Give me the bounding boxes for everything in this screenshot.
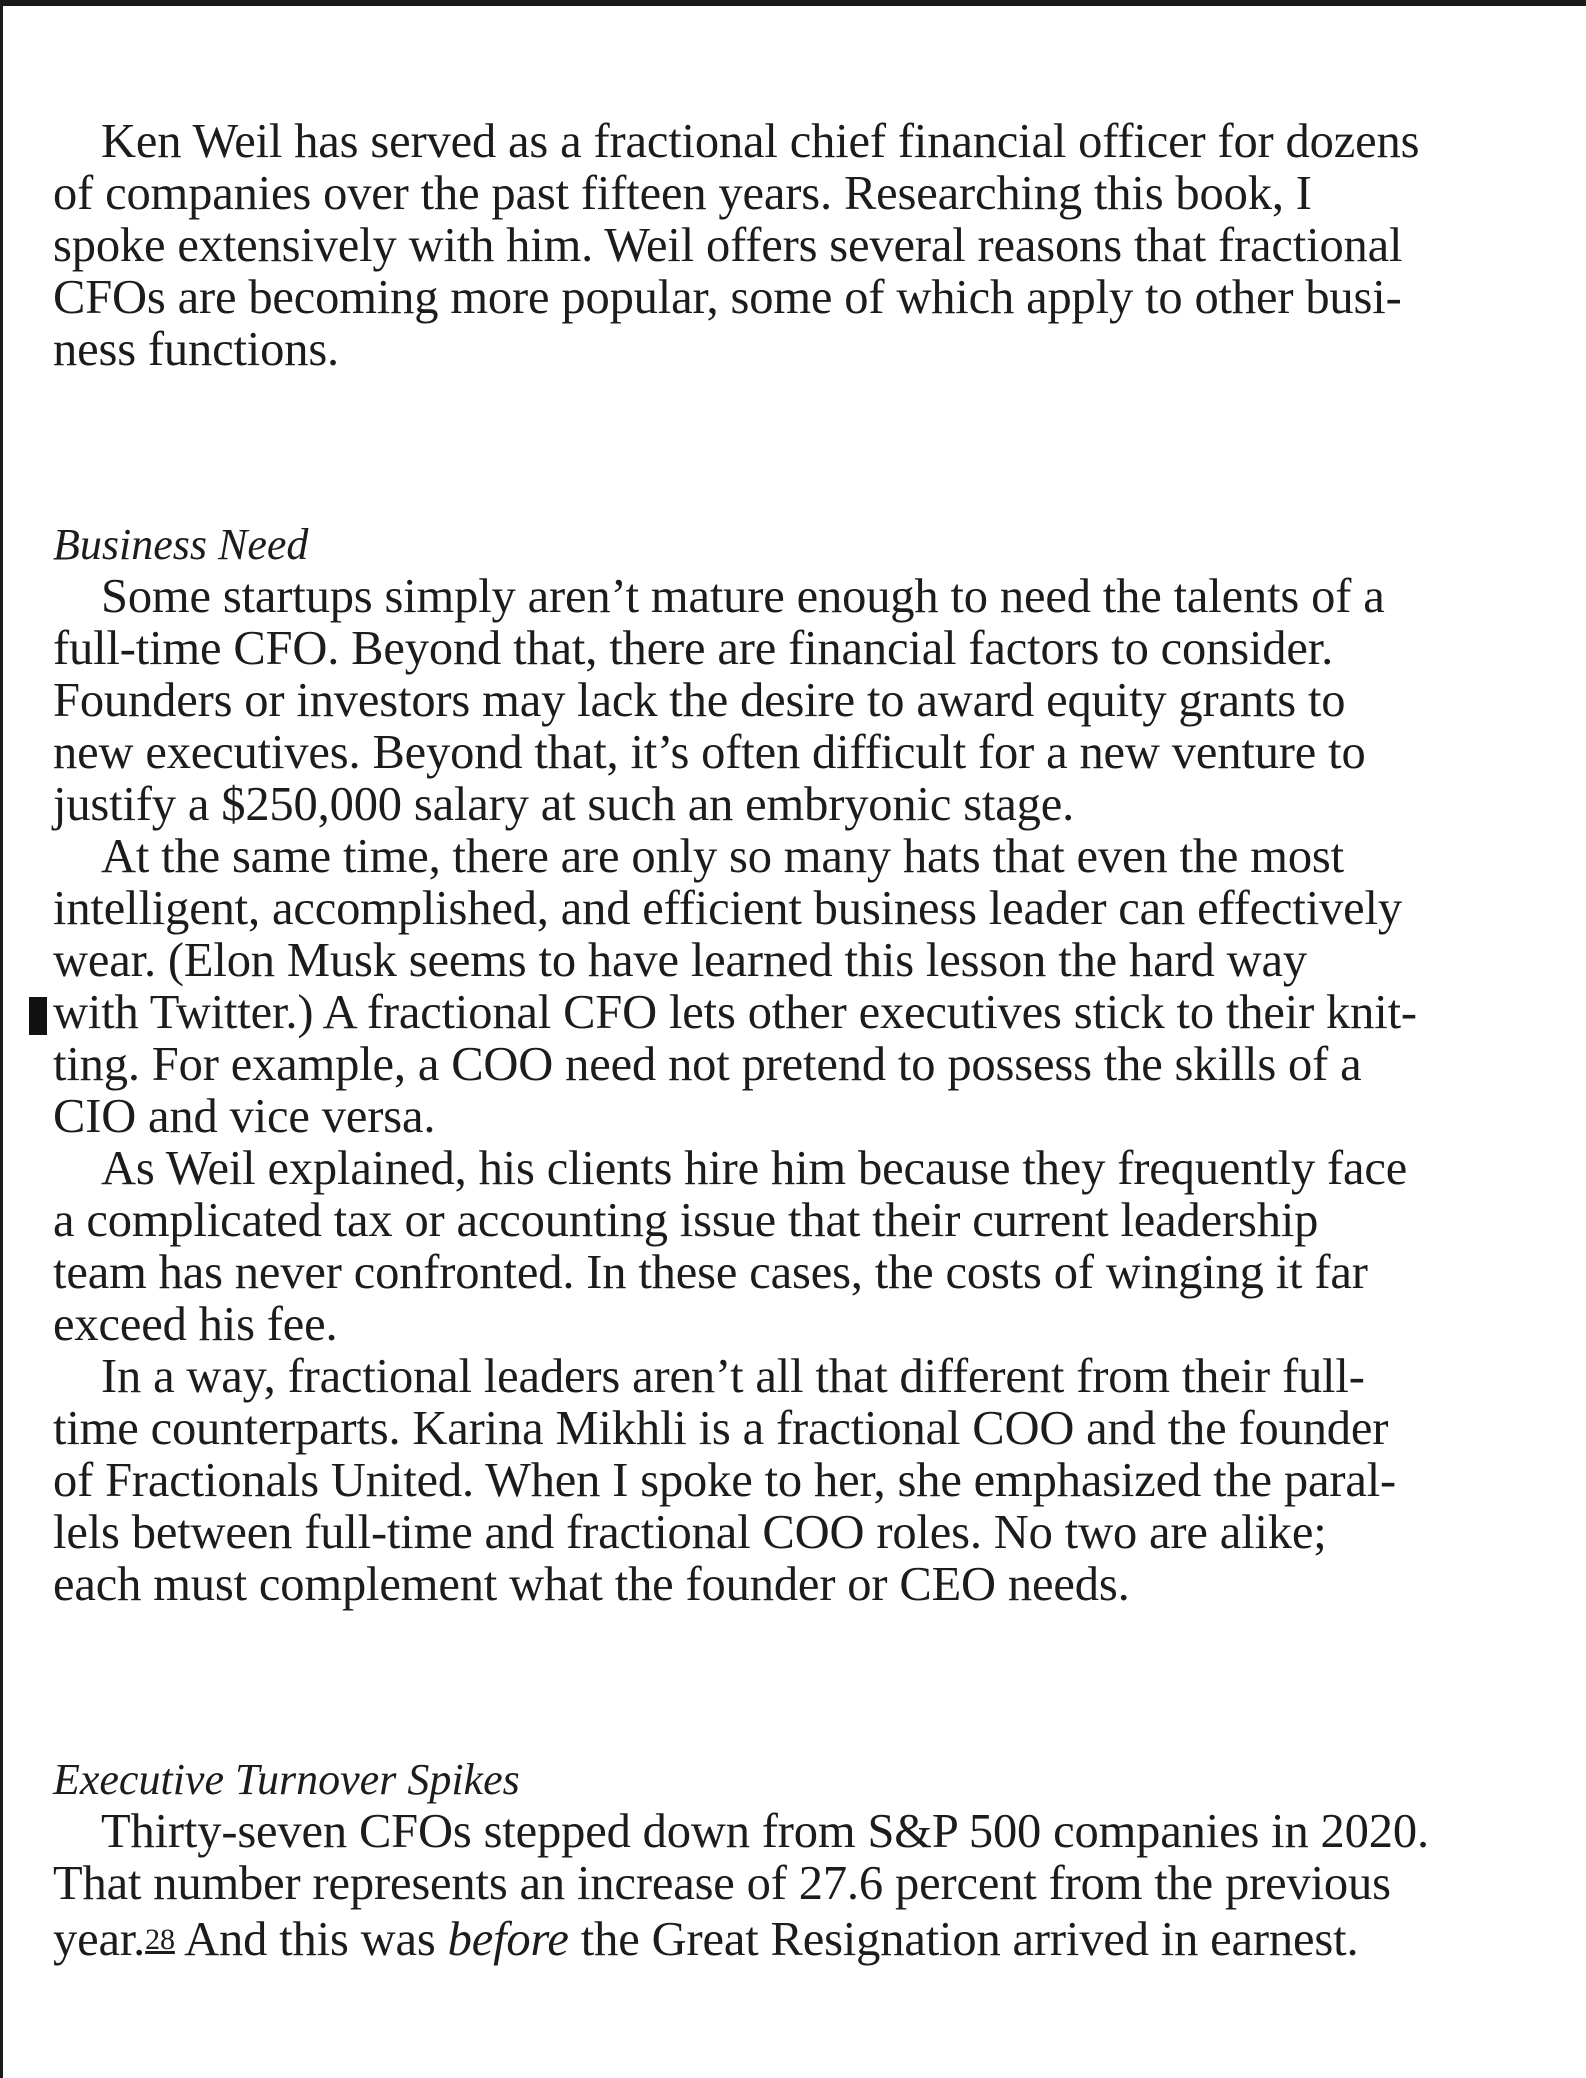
footnote-reference-link[interactable]: 28 [145, 1923, 175, 1956]
section-spacer [53, 1611, 1553, 1754]
business-need-paragraph-4 [53, 1351, 1553, 1611]
text-line: time counterparts. Karina Mikhli is a fractional COO and the founder [53, 1402, 1389, 1455]
text-line: each must complement what the founder or CEO needs. [53, 1558, 1130, 1611]
text-fragment: And this was [174, 1913, 448, 1966]
text-line: Ken Weil has served as a fractional chief financial officer for dozens [101, 115, 1420, 168]
text-line: Thirty-seven CFOs stepped down from S&P 500 companies in 2020. [101, 1805, 1429, 1858]
text-fragment: the Great Resignation arrived in earnest. [568, 1913, 1359, 1966]
text-fragment: year. [53, 1913, 146, 1966]
section-spacer [53, 376, 1553, 519]
text-line: spoke extensively with him. Weil offers several reasons that fractional [53, 219, 1403, 272]
text-line: CFOs are becoming more popular, some of which apply to other busi- [53, 271, 1402, 324]
text-line: justify a $250,000 salary at such an embryonic stage. [53, 778, 1075, 831]
text-line: team has never confronted. In these cases, the costs of winging it far [53, 1246, 1368, 1299]
text-line: exceed his fee. [53, 1298, 338, 1351]
text-line: of Fractionals United. When I spoke to her, she emphasized the paral- [53, 1454, 1397, 1507]
page-body [53, 116, 1553, 1966]
business-need-paragraph-2 [53, 831, 1553, 1143]
text-line: with Twitter.) A fractional CFO lets other executives stick to their knit- [53, 986, 1417, 1039]
text-line: CIO and vice versa. [53, 1090, 436, 1143]
text-line: Some startups simply aren’t mature enough to need the talents of a [101, 570, 1385, 623]
text-line: intelligent, accomplished, and efficient business leader can effectively [53, 882, 1402, 935]
text-cursor-marker [29, 997, 47, 1035]
text-line: new executives. Beyond that, it’s often difficult for a new venture to [53, 726, 1366, 779]
text-line: ting. For example, a COO need not pretend to possess the skills of a [53, 1038, 1362, 1091]
text-line: a complicated tax or accounting issue that their current leadership [53, 1194, 1319, 1247]
text-line: That number represents an increase of 27.6 percent from the previous [53, 1857, 1391, 1910]
text-line: At the same time, there are only so many hats that even the most [101, 830, 1344, 883]
text-line: ness functions. [53, 323, 340, 376]
section-heading-business-need: Business Need [53, 520, 309, 569]
business-need-paragraph-3 [53, 1143, 1553, 1351]
emphasized-text: before [447, 1913, 569, 1966]
text-line: Founders or investors may lack the desire to award equity grants to [53, 674, 1346, 727]
business-need-paragraph-1 [53, 571, 1553, 831]
text-line-with-footnote [53, 1910, 1553, 1966]
text-line: of companies over the past fifteen years. Researching this book, I [53, 167, 1312, 220]
text-line: wear. (Elon Musk seems to have learned this lesson the hard way [53, 934, 1307, 987]
section-heading-executive-turnover: Executive Turnover Spikes [53, 1755, 520, 1804]
text-line: As Weil explained, his clients hire him because they frequently face [101, 1142, 1408, 1195]
text-line: lels between full-time and fractional COO roles. No two are alike; [53, 1506, 1327, 1559]
text-line: full-time CFO. Beyond that, there are financial factors to consider. [53, 622, 1334, 675]
turnover-paragraph [53, 1806, 1553, 1966]
intro-paragraph [53, 116, 1553, 376]
text-line: In a way, fractional leaders aren’t all that different from their full- [101, 1350, 1365, 1403]
